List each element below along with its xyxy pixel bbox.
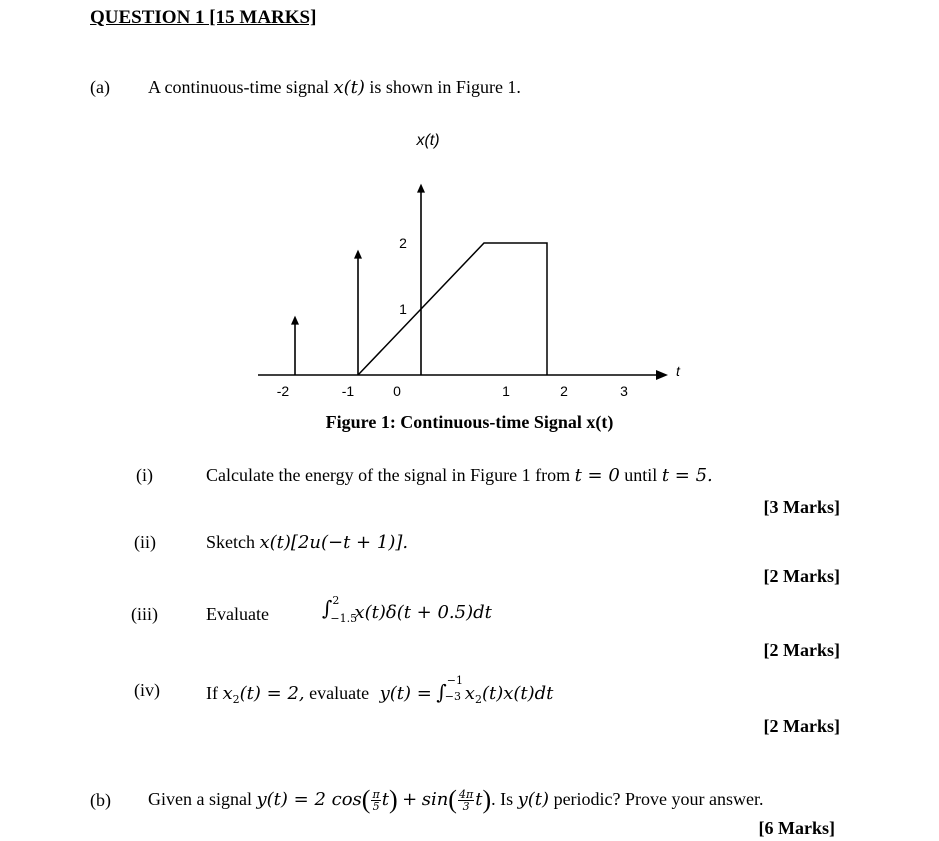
integral-sign-icon: ∫ <box>436 680 447 704</box>
figure-caption <box>0 412 939 433</box>
item-ii-text <box>206 532 408 553</box>
item-iii-marks: [2 Marks] <box>763 640 840 660</box>
t-axis-arrow-icon <box>656 370 668 380</box>
part-b-frac-2-num: 4π <box>458 788 474 802</box>
impulse-arrow-icon <box>417 184 425 193</box>
item-i-text <box>206 465 713 486</box>
item-i-text-mid: until <box>624 465 658 485</box>
x-tick-label: -2 <box>276 383 290 399</box>
item-iv-label: (iv) <box>134 680 160 700</box>
y-axis-label: x(t) <box>416 132 440 149</box>
x-tick-label: 0 <box>393 383 401 399</box>
x-tick-label: 1 <box>502 383 510 399</box>
part-b-var-t: t <box>475 789 483 810</box>
item-ii-word: Sketch <box>206 532 255 552</box>
item-i-marks: [3 Marks] <box>763 497 840 517</box>
item-iv-integrand-x: x <box>464 683 475 704</box>
part-b-plus: + <box>402 789 418 810</box>
item-iv-condition-x: x <box>222 683 233 704</box>
item-i-label: (i) <box>136 465 153 485</box>
part-b-text <box>148 784 764 815</box>
x-tick-labels <box>277 383 628 399</box>
item-iv-condition-sub: 2 <box>232 693 240 706</box>
part-b-text-after-2: periodic? Prove your answer. <box>553 789 764 809</box>
item-iv-evaluate: evaluate <box>309 683 370 703</box>
x-tick-label: 2 <box>560 383 568 399</box>
impulse-arrow-icon <box>291 316 299 325</box>
impulse-arrow-icon <box>354 250 362 259</box>
impulse-group <box>291 184 425 375</box>
question-title: QUESTION 1 [15 MARKS] <box>90 7 317 28</box>
left-paren-icon: ( <box>448 785 457 814</box>
item-iv-integrand-sub: 2 <box>474 693 482 706</box>
part-a-intro-before: A continuous-time signal <box>148 77 329 97</box>
integral-sign-icon: ∫ <box>322 596 333 620</box>
item-iv-lhs: y(t) = <box>379 683 432 704</box>
item-i-text-before: Calculate the energy of the signal in Figure 1 from <box>206 465 571 485</box>
part-b-frac-1 <box>371 789 380 812</box>
part-b-text-after-1: . Is <box>491 789 514 809</box>
item-iii-upper-limit: 2 <box>332 594 340 607</box>
part-b-frac-2-den: 3 <box>462 800 470 814</box>
item-ii-label: (ii) <box>134 532 156 552</box>
figure-caption-text: Figure 1: Continuous-time Signal x(t) <box>325 412 614 432</box>
item-iv-integral <box>436 674 554 706</box>
item-iv-integrand-rest: (t)x(t)dt <box>481 683 554 704</box>
item-i-t-start: t = 0 <box>574 465 620 486</box>
part-b-frac-2 <box>458 789 474 812</box>
item-iv-condition <box>223 683 305 704</box>
item-ii-expr: x(t)[2u(−t + 1)]. <box>259 532 409 553</box>
item-iv-lower-limit: −3 <box>444 690 462 703</box>
part-b-frac-1-den: 5 <box>372 800 380 814</box>
part-a-intro-after: is shown in Figure 1. <box>369 77 521 97</box>
item-iv-if: If <box>206 683 218 703</box>
x-tick-label: 3 <box>620 383 628 399</box>
item-iii-word: Evaluate <box>206 604 269 624</box>
item-iv-text <box>206 674 554 706</box>
part-b-expr-y: y(t) <box>517 789 550 810</box>
part-b-expr-lhs: y(t) = 2 cos <box>256 789 362 810</box>
part-b-marks: [6 Marks] <box>758 818 835 838</box>
signal-waveform <box>358 243 547 375</box>
item-i-t-end: t = 5. <box>661 465 713 486</box>
part-b-text-before: Given a signal <box>148 789 252 809</box>
item-iii-lower-limit: −1.5 <box>330 612 358 625</box>
item-ii-marks: [2 Marks] <box>763 566 840 586</box>
part-a-intro-signal: x(t) <box>333 77 365 98</box>
y-tick-label: 1 <box>399 301 407 317</box>
part-a-label: (a) <box>90 77 110 97</box>
item-iii-label: (iii) <box>131 604 158 624</box>
item-iv-upper-limit: −1 <box>446 674 464 687</box>
right-paren-icon: ) <box>482 785 492 814</box>
y-tick-label: 2 <box>399 235 407 251</box>
part-b-sin: sin <box>421 789 449 810</box>
item-iv-marks: [2 Marks] <box>763 716 840 736</box>
item-iii-integral <box>322 596 492 623</box>
part-b-label: (b) <box>90 790 111 810</box>
t-axis-label: t <box>676 363 680 379</box>
x-tick-label: -1 <box>341 383 355 399</box>
item-iii-integrand: x(t)δ(t + 0.5)dt <box>354 602 492 623</box>
part-b-frac-1-num: π <box>372 788 380 802</box>
right-paren-icon: ) <box>388 785 398 814</box>
part-b-var-t: t <box>381 789 389 810</box>
left-paren-icon: ( <box>361 785 371 814</box>
item-iv-condition-rest: (t) = 2, <box>239 683 305 704</box>
